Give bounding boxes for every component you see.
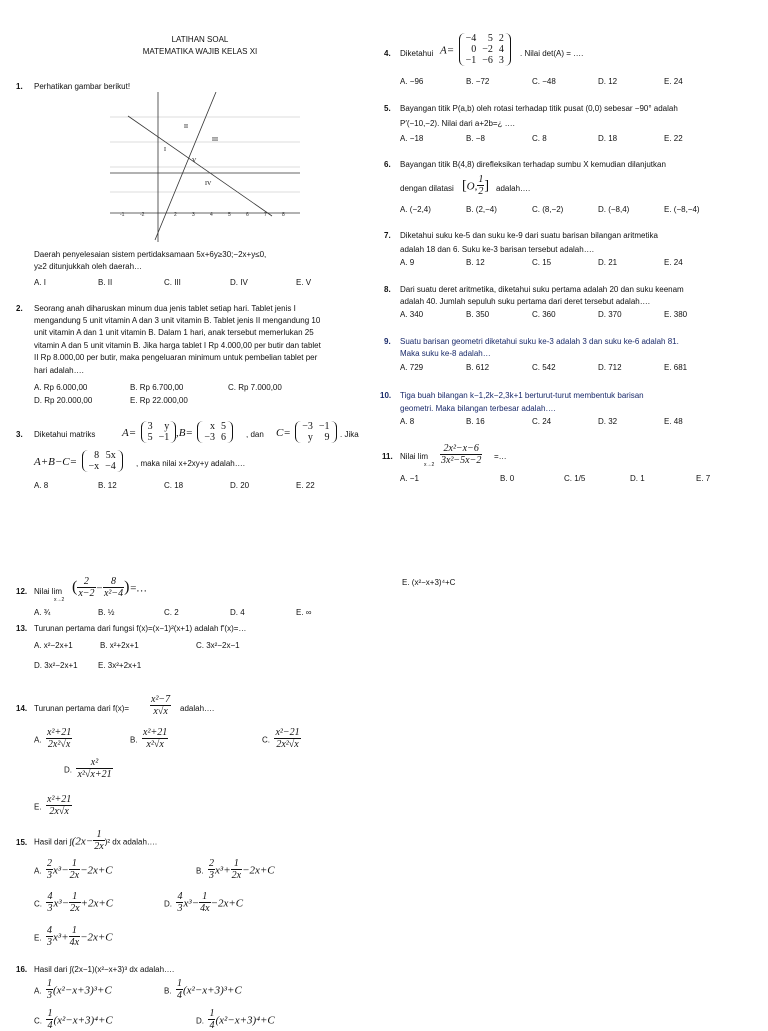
svg-text:-1: -1 <box>120 212 125 218</box>
q5-option-c[interactable]: C. 8 <box>532 134 547 143</box>
q2-line3: unit vitamin A dan 1 unit vitamin B. Dalam 1 hari, anak tersebut memerlukan 25 <box>34 328 314 337</box>
q8-line1: Dari suatu deret aritmetika, diketahui suku pertama adalah 20 dan suku keenam <box>400 285 684 294</box>
q16-option-b[interactable]: B. $\frac{1}{4}$ (x²−x+3)³+C <box>164 978 242 1001</box>
q9-option-b[interactable]: B. 612 <box>466 363 490 372</box>
q10-option-a[interactable]: A. 8 <box>400 417 415 426</box>
q1-option-b[interactable]: B. II <box>98 278 113 287</box>
q11-lead: Nilai lim <box>400 452 428 461</box>
q8-option-d[interactable]: D. 370 <box>598 310 622 319</box>
q5-option-b[interactable]: B. −8 <box>466 134 485 143</box>
q1-option-a[interactable]: A. I <box>34 278 47 287</box>
q12-option-a[interactable]: A. ¾ <box>34 608 51 617</box>
q5-option-d[interactable]: D. 18 <box>598 134 618 143</box>
q9-option-e[interactable]: E. 681 <box>664 363 688 372</box>
svg-text:-2: -2 <box>140 212 145 218</box>
q3-matrix-a-label: A= <box>122 427 137 440</box>
q7-option-c[interactable]: C. 15 <box>532 258 552 267</box>
q3-option-e[interactable]: E. 22 <box>296 481 315 490</box>
page-title: LATIHAN SOAL <box>171 35 229 44</box>
svg-text:6: 6 <box>246 212 249 218</box>
q13-option-c[interactable]: C. 3x²−2x−1 <box>196 641 240 650</box>
q2-line4: vitamin A dan 5 unit vitamin B. Jika harga tablet I Rp 4.000,00 per butir dan tablet <box>34 341 321 350</box>
q14-lead: Turunan pertama dari f(x)= <box>34 704 130 713</box>
q4-tail: . Nilai det(A) = …. <box>520 49 584 58</box>
q3-matrix-a-group <box>122 421 176 443</box>
q3-lead: Diketahui matriks <box>34 430 96 439</box>
q7-number: 7. <box>384 231 391 240</box>
q12-expression: ( $\frac{2}{x-2}$ − $\frac{8}{\text{x²−4}}$ )=… <box>72 576 147 599</box>
q15-number: 15. <box>16 838 28 847</box>
q4-number: 4. <box>384 49 391 58</box>
q8-option-e[interactable]: E. 380 <box>664 310 688 319</box>
svg-text:2: 2 <box>174 212 177 218</box>
q4-option-d[interactable]: D. 12 <box>598 77 618 86</box>
q9-number: 9. <box>384 337 391 346</box>
q5-number: 5. <box>384 104 391 113</box>
q3-tail: , maka nilai x+2xy+y adalah…. <box>136 459 245 468</box>
page-subtitle: MATEMATIKA WAJIB KELAS XI <box>142 47 258 56</box>
q16-option-c[interactable]: C. $\frac{1}{4}$ (x²−x+3)⁴+C <box>34 1008 113 1031</box>
q7-option-e[interactable]: E. 24 <box>664 258 683 267</box>
q15-stem: Hasil dari ∫(2x− $\frac{1}{2x}$ )² dx adalah…. <box>34 829 158 852</box>
q10-option-d[interactable]: D. 32 <box>598 417 618 426</box>
region-label-III: III <box>212 137 218 143</box>
q4-option-b[interactable]: B. −72 <box>466 77 490 86</box>
svg-text:8: 8 <box>282 212 285 218</box>
q3-matrix-b-label: ,B= <box>176 427 193 440</box>
q16-option-d[interactable]: D. $\frac{1}{4}$ (x²−x+3)⁴+C <box>196 1008 275 1031</box>
q7-option-a[interactable]: A. 9 <box>400 258 415 267</box>
q15-option-a[interactable]: A. $\frac{2}{3}$ x³− $\frac{1}{2x}$ −2x+C <box>34 858 113 881</box>
q5-line2: P′(−10,−2). Nilai dari a+2b=¿ …. <box>400 119 515 128</box>
q4-matrix-group <box>440 33 511 66</box>
q12-lead: Nilai lim <box>34 587 62 596</box>
q11-option-b[interactable]: B. 0 <box>500 474 515 483</box>
q14-option-a[interactable]: A. $\frac{\text{x²+21}}{\text{2x²√x}}$ <box>34 727 72 750</box>
q4-option-e[interactable]: E. 24 <box>664 77 683 86</box>
q3-number: 3. <box>16 430 23 439</box>
q6-dilation-factor: $\frac{1}{2}$ <box>478 174 484 197</box>
q16-option-a[interactable]: A. $\frac{1}{3}$ (x²−x+3)³+C <box>34 978 112 1001</box>
q3-matrix-c-group <box>276 421 337 443</box>
q6-option-d[interactable]: D. (−8,4) <box>598 205 630 214</box>
q8-number: 8. <box>384 285 391 294</box>
q13-option-e[interactable]: E. 3x²+2x+1 <box>98 661 142 670</box>
q13-option-b[interactable]: B. x²+2x+1 <box>100 641 139 650</box>
q13-option-a[interactable]: A. x²−2x+1 <box>34 641 73 650</box>
q1-text-line1: Daerah penyelesaian sistem pertidaksamaan 5x+6y≥30;−2x+y≤0, <box>34 250 267 259</box>
q12-orphan-option[interactable]: E. (x²−x+3)⁴+C <box>402 578 456 587</box>
q6-line2-pre: dengan dilatasi <box>400 184 454 193</box>
q5-option-e[interactable]: E. 22 <box>664 134 683 143</box>
q2-option-e[interactable]: E. Rp 22.000,00 <box>130 396 188 405</box>
q10-number: 10. <box>380 391 392 400</box>
q3-matrix-b: x 5 −3 6 <box>197 421 233 443</box>
q12-limit-sub: x→2 <box>54 597 65 603</box>
q6-dilation-center: O, <box>466 180 478 193</box>
q13-option-d[interactable]: D. 3x²−2x+1 <box>34 661 78 670</box>
q3-matrix-c: −3 −1 y 9 <box>295 421 336 443</box>
q8-option-a[interactable]: A. 340 <box>400 310 424 319</box>
q1-option-e[interactable]: E. V <box>296 278 312 287</box>
q10-option-e[interactable]: E. 48 <box>664 417 683 426</box>
q5-line1: Bayangan titik P(a,b) oleh rotasi terhadap titik pusat (0,0) sebesar −90° adalah <box>400 104 678 113</box>
q14-function-fraction: $\frac{\text{x²−7}}{x√x}$ <box>151 694 171 717</box>
q1-graph <box>110 92 300 247</box>
q6-option-b[interactable]: B. (2,−4) <box>466 205 497 214</box>
q3-equation-group <box>34 450 123 472</box>
q10-line1: Tiga buah bilangan k−1,2k−2,3k+1 berturut-turut membentuk barisan <box>400 391 644 400</box>
q3-matrix-b-group <box>176 421 233 443</box>
q13-number: 13. <box>16 624 28 633</box>
q11-tail: =… <box>494 452 507 461</box>
q3-option-b[interactable]: B. 12 <box>98 481 117 490</box>
q1-option-c[interactable]: C. III <box>164 278 181 287</box>
q2-line1: Seorang anah diharuskan minum dua jenis tablet setiap hari. Tablet jenis I <box>34 304 296 313</box>
q6-option-a[interactable]: A. (−2,4) <box>400 205 431 214</box>
q15-option-c[interactable]: C. $\frac{4}{3}$ x³− $\frac{1}{2x}$ +2x+C <box>34 891 114 914</box>
q11-option-e[interactable]: E. 7 <box>696 474 711 483</box>
q9-line2: Maka suku ke-8 adalah… <box>400 349 491 358</box>
q15-option-e[interactable]: E. $\frac{4}{3}$ x³+ $\frac{1}{4x}$ −2x+C <box>34 925 113 948</box>
q11-option-c[interactable]: C. 1/5 <box>564 474 586 483</box>
q9-option-c[interactable]: C. 542 <box>532 363 556 372</box>
q14-option-b[interactable]: B. $\frac{\text{x²+21}}{\text{x²√x}}$ <box>130 727 168 750</box>
region-label-V: V <box>192 158 197 164</box>
q3-equation-label: A+B−C= <box>34 456 78 469</box>
q14-option-d[interactable]: D. $\frac{\text{x²}}{\text{x²√x+21}}$ <box>64 757 112 780</box>
q4-matrix-label: A= <box>440 44 455 57</box>
q11-number: 11. <box>382 452 393 461</box>
q12-option-c[interactable]: C. 2 <box>164 608 179 617</box>
q8-option-c[interactable]: C. 360 <box>532 310 556 319</box>
q4-matrix: −4 5 2 0 −2 4 −1 −6 3 <box>459 33 511 66</box>
region-label-II: II <box>184 124 188 130</box>
q12-number: 12. <box>16 587 28 596</box>
q12-option-e[interactable]: E. ∞ <box>296 608 312 617</box>
svg-text:5: 5 <box>228 212 231 218</box>
q8-line2: adalah 40. Jumlah sepuluh suku pertama dari deret tersebut adalah…. <box>400 297 650 306</box>
q1-option-d[interactable]: D. IV <box>230 278 248 287</box>
q13-stem: Turunan pertama dari fungsi f(x)=(x−1)²(x+1) adalah f′(x)=… <box>34 624 247 633</box>
q4-option-a[interactable]: A. −96 <box>400 77 424 86</box>
q7-option-b[interactable]: B. 12 <box>466 258 485 267</box>
q6-dilation: [O, $\frac{1}{2}$ ] <box>462 174 490 197</box>
q2-option-a[interactable]: A. Rp 6.000,00 <box>34 383 88 392</box>
q6-line2-post: adalah…. <box>496 184 531 193</box>
q6-line1: Bayangan titik B(4,8) direfleksikan terhadap sumbu X kemudian dilanjutkan <box>400 160 666 169</box>
region-label-I: I <box>164 147 166 153</box>
q1-stem: Perhatikan gambar berikut! <box>34 82 131 91</box>
q10-line2: geometri. Maka bilangan terbesar adalah…. <box>400 404 556 413</box>
q16-stem: Hasil dari ∫(2x−1)(x²−x+3)³ dx adalah…. <box>34 965 175 974</box>
q14-number: 14. <box>16 704 28 713</box>
svg-text:4: 4 <box>210 212 213 218</box>
q7-line1: Diketahui suku ke-5 dan suku ke-9 dari suatu barisan bilangan aritmetika <box>400 231 658 240</box>
q10-option-c[interactable]: C. 24 <box>532 417 552 426</box>
q10-option-b[interactable]: B. 16 <box>466 417 485 426</box>
q6-option-e[interactable]: E. (−8,−4) <box>664 205 700 214</box>
q12-option-b[interactable]: B. ½ <box>98 608 115 617</box>
q15-option-b[interactable]: B. $\frac{2}{3}$ x³+ $\frac{1}{2x}$ −2x+C <box>196 858 275 881</box>
q4-lead: Diketahui <box>400 49 434 58</box>
line-minus2x-y-0 <box>155 92 216 240</box>
q2-line2: mengandung 5 unit vitamin A dan 3 unit vitamin B. Tablet jenis II mengandung 10 <box>34 316 321 325</box>
q7-line2: adalah 18 dan 6. Suku ke-3 barisan tersebut adalah…. <box>400 245 594 254</box>
svg-text:7: 7 <box>264 212 267 218</box>
svg-text:3: 3 <box>192 212 195 218</box>
q8-option-b[interactable]: B. 350 <box>466 310 490 319</box>
q1-text-line2: y≥2 ditunjukkah oleh daerah… <box>34 262 143 271</box>
q3-and: , dan <box>246 430 264 439</box>
q14-option-e[interactable]: E. $\frac{\text{x²+21}}{2x√x}$ <box>34 794 72 817</box>
q6-option-c[interactable]: C. (8,−2) <box>532 205 564 214</box>
q11-fraction: $\frac{\text{2x²−x−6}}{\text{3x²−5x−2}}$ <box>441 443 482 466</box>
q2-line6: hari adalah…. <box>34 366 84 375</box>
q4-option-c[interactable]: C. −48 <box>532 77 556 86</box>
q3-option-a[interactable]: A. 8 <box>34 481 49 490</box>
q3-option-c[interactable]: C. 18 <box>164 481 184 490</box>
q9-option-a[interactable]: A. 729 <box>400 363 424 372</box>
q2-number: 2. <box>16 304 23 313</box>
q2-option-c[interactable]: C. Rp 7.000,00 <box>228 383 282 392</box>
q1-number: 1. <box>16 82 23 91</box>
q16-number: 16. <box>16 965 28 974</box>
q11-limit-sub: x→2 <box>424 462 435 468</box>
q7-option-d[interactable]: D. 21 <box>598 258 618 267</box>
q3-matrix-a: 3 y 5 −1 <box>141 421 177 443</box>
q2-line5: II Rp 8.000,00 per butir, maka pengeluaran minimum untuk pembelian tablet per <box>34 353 318 362</box>
q3-jika: . Jika <box>340 430 359 439</box>
q9-line1: Suatu barisan geometri diketahui suku ke-3 adalah 3 dan suku ke-6 adalah 81. <box>400 337 679 346</box>
q5-option-a[interactable]: A. −18 <box>400 134 424 143</box>
q11-option-d[interactable]: D. 1 <box>630 474 645 483</box>
q14-option-c[interactable]: C. $\frac{\text{x²−21}}{\text{2x²√x}}$ <box>262 727 300 750</box>
region-label-IV: IV <box>205 181 212 187</box>
q14-tail: adalah…. <box>180 704 215 713</box>
q11-option-a[interactable]: A. −1 <box>400 474 419 483</box>
q12-option-d[interactable]: D. 4 <box>230 608 245 617</box>
q2-option-d[interactable]: D. Rp 20.000,00 <box>34 396 93 405</box>
q6-number: 6. <box>384 160 391 169</box>
q15-option-d[interactable]: D. $\frac{4}{3}$ x³− $\frac{1}{4x}$ −2x+C <box>164 891 244 914</box>
q3-matrix-c-label: C= <box>276 427 291 440</box>
q3-option-d[interactable]: D. 20 <box>230 481 250 490</box>
q3-matrix-result: 8 5x −x −4 <box>82 450 123 472</box>
q9-option-d[interactable]: D. 712 <box>598 363 622 372</box>
q2-option-b[interactable]: B. Rp 6.700,00 <box>130 383 184 392</box>
